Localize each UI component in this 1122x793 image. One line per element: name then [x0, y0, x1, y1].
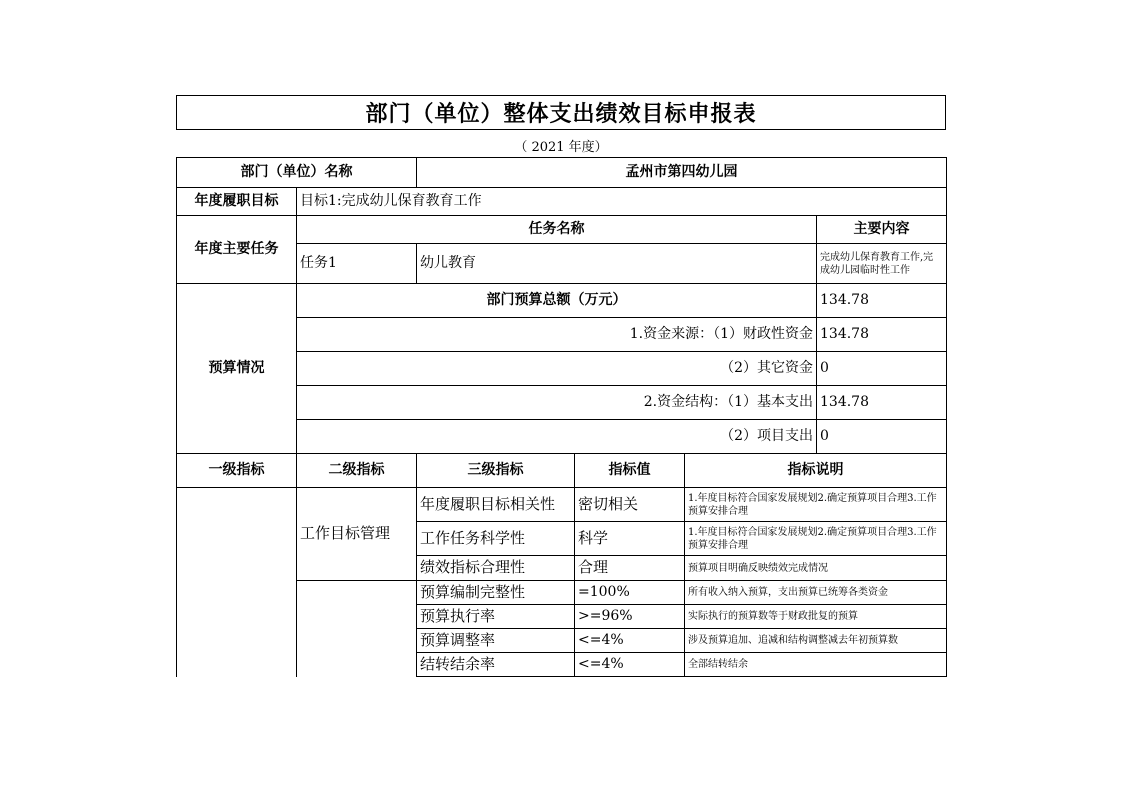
header-value: 指标值 [575, 454, 685, 488]
indicator-description: 所有收入纳入预算，支出预算已统筹各类资金 [685, 581, 947, 605]
level1-cell [177, 488, 297, 677]
level3-cell: 年度履职目标相关性 [417, 488, 575, 522]
level3-cell: 预算调整率 [417, 629, 575, 653]
task-content-header: 主要内容 [817, 216, 947, 244]
budget-row-label: 2.资金结构：（1）基本支出 [297, 386, 817, 420]
indicator-value: <=4% [575, 653, 685, 677]
annual-tasks-label: 年度主要任务 [177, 216, 297, 284]
indicator-description: 1.年度目标符合国家发展规划2.确定预算项目合理3.工作预算安排合理 [685, 522, 947, 556]
budget-label: 预算情况 [177, 284, 297, 454]
indicator-description: 全部结转结余 [685, 653, 947, 677]
indicator-value: 密切相关 [575, 488, 685, 522]
annual-goal-label: 年度履职目标 [177, 188, 297, 216]
level3-cell: 绩效指标合理性 [417, 556, 575, 581]
indicator-value: 合理 [575, 556, 685, 581]
level3-cell: 预算执行率 [417, 605, 575, 629]
indicator-value: <=4% [575, 629, 685, 653]
budget-row-label: （2）其它资金 [297, 352, 817, 386]
task-name: 幼儿教育 [417, 244, 817, 284]
budget-row-label: （2）项目支出 [297, 420, 817, 454]
header-description: 指标说明 [685, 454, 947, 488]
performance-goal-table [176, 157, 947, 677]
annual-goal-value: 目标1:完成幼儿保育教育工作 [297, 188, 947, 216]
budget-total-value: 134.78 [817, 284, 947, 318]
unit-name-label: 部门（单位）名称 [177, 158, 417, 188]
indicator-description: 1.年度目标符合国家发展规划2.确定预算项目合理3.工作预算安排合理 [685, 488, 947, 522]
budget-total-label: 部门预算总额（万元） [297, 284, 817, 318]
budget-row-value: 0 [817, 352, 947, 386]
header-level1: 一级指标 [177, 454, 297, 488]
budget-row-value: 134.78 [817, 386, 947, 420]
unit-name-value: 孟州市第四幼儿园 [417, 158, 947, 188]
indicator-value: 科学 [575, 522, 685, 556]
level3-cell: 结转结余率 [417, 653, 575, 677]
indicator-value: =100% [575, 581, 685, 605]
table-row [177, 488, 947, 522]
indicator-description: 实际执行的预算数等于财政批复的预算 [685, 605, 947, 629]
budget-row-value: 134.78 [817, 318, 947, 352]
budget-row-label: 1.资金来源：（1）财政性资金 [297, 318, 817, 352]
level3-cell: 预算编制完整性 [417, 581, 575, 605]
indicator-description: 预算项目明确反映绩效完成情况 [685, 556, 947, 581]
level2-cell [297, 581, 417, 677]
header-level3: 三级指标 [417, 454, 575, 488]
task-id: 任务1 [297, 244, 417, 284]
budget-row-value: 0 [817, 420, 947, 454]
task-name-header: 任务名称 [297, 216, 817, 244]
task-content: 完成幼儿保育教育工作,完成幼儿园临时性工作 [817, 244, 947, 284]
indicator-description: 涉及预算追加、追减和结构调整减去年初预算数 [685, 629, 947, 653]
header-level2: 二级指标 [297, 454, 417, 488]
form-title: 部门（单位）整体支出绩效目标申报表 [176, 95, 946, 130]
level3-cell: 工作任务科学性 [417, 522, 575, 556]
fiscal-year: （ 2021 年度） [514, 140, 608, 155]
indicator-value: >=96% [575, 605, 685, 629]
level2-cell: 工作目标管理 [297, 488, 417, 581]
